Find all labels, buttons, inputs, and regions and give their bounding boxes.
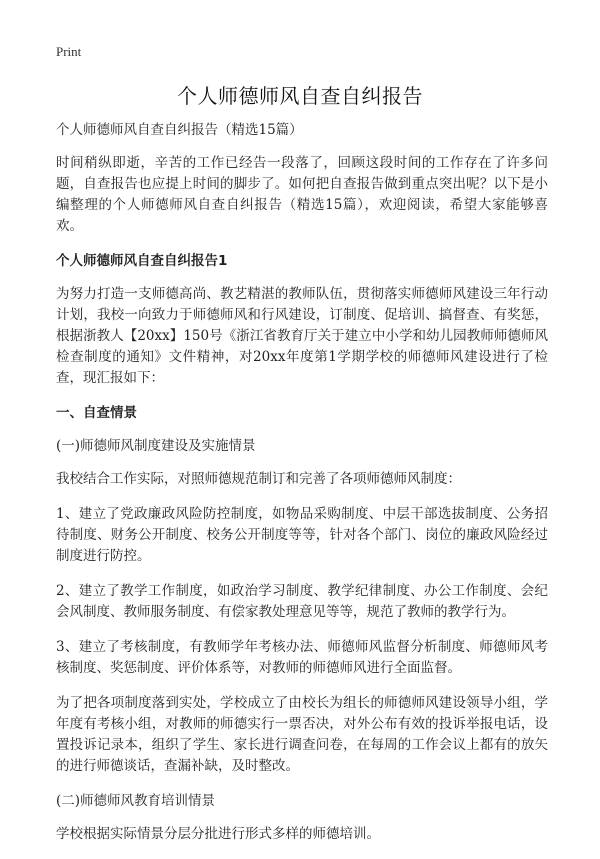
system-intro-paragraph: 我校结合工作实际，对照师德规范制订和完善了各项师德师风制度： bbox=[56, 471, 461, 487]
list-item: 2、建立了教学工作制度，如政治学习制度、教学纪律制度、办公工作制度、会纪会风制度、教师服务制度、有偿家教处理意见等等，规范了教师的教学行为。 bbox=[56, 583, 548, 620]
training-paragraph: 学校根据实际情景分层分批进行形式多样的师德培训。 bbox=[56, 826, 380, 842]
leadership-paragraph: 为了把各项制度落到实处，学校成立了由校长为组长的师德师风建设领导小组，学年度有考核小组，对教师的师德实行一票否决，对外公布有效的投诉举报电话，设置投诉记录本，组织了学生、家长进行调查问卷，在每周的工作会议上都有的放矢的进行师德谈话，查漏补缺，及时整改。 bbox=[56, 695, 548, 774]
section-heading: 个人师德师风自查自纠报告1 bbox=[56, 253, 228, 269]
document-body bbox=[56, 120, 548, 859]
list-item: 1、建立了党政廉政风险防控制度，如物品采购制度、中层干部选拔制度、公务招待制度、财务公开制度、校务公开制度等等，针对各个部门、岗位的廉政风险经过制度进行防控。 bbox=[56, 506, 548, 564]
document-subtitle: 个人师德师风自查自纠报告（精选15篇） bbox=[56, 122, 303, 138]
self-check-heading: 一、自查情景 bbox=[56, 405, 137, 421]
subheading-training: (二)师德师风教育培训情景 bbox=[56, 793, 216, 809]
list-item: 3、建立了考核制度，有教师学年考核办法、师德师风监督分析制度、师德师风考核制度、奖惩制度、评价体系等，对教师的师德师风进行全面监督。 bbox=[56, 639, 548, 676]
section-paragraph: 为努力打造一支师德高尚、教艺精湛的教师队伍，贯彻落实师德师风建设三年行动计划，我校一向致力于师德师风和行风建设，订制度、促培训、搞督查、有奖惩，根据浙教人【20xx】150号《浙江省教育厅关于建立中小学和幼儿园教师师德师风检查制度的通知》文件精神，对20xx年度第1学期学校的师德师风建设进行了检查，现汇报如下： bbox=[56, 286, 548, 386]
intro-paragraph: 时间稍纵即逝，辛苦的工作已经告一段落了，回顾这段时间的工作存在了许多问题，自查报告也应提上时间的脚步了。如何把自查报告做到重点突出呢？以下是小编整理的个人师德师风自查自纠报告（精选15篇），欢迎阅读，希望大家能够喜欢。 bbox=[56, 155, 548, 234]
page-title: 个人师德师风自查自纠报告 bbox=[177, 84, 423, 108]
subheading-system: (一)师德师风制度建设及实施情景 bbox=[56, 438, 256, 454]
print-link[interactable]: Print bbox=[56, 44, 82, 59]
